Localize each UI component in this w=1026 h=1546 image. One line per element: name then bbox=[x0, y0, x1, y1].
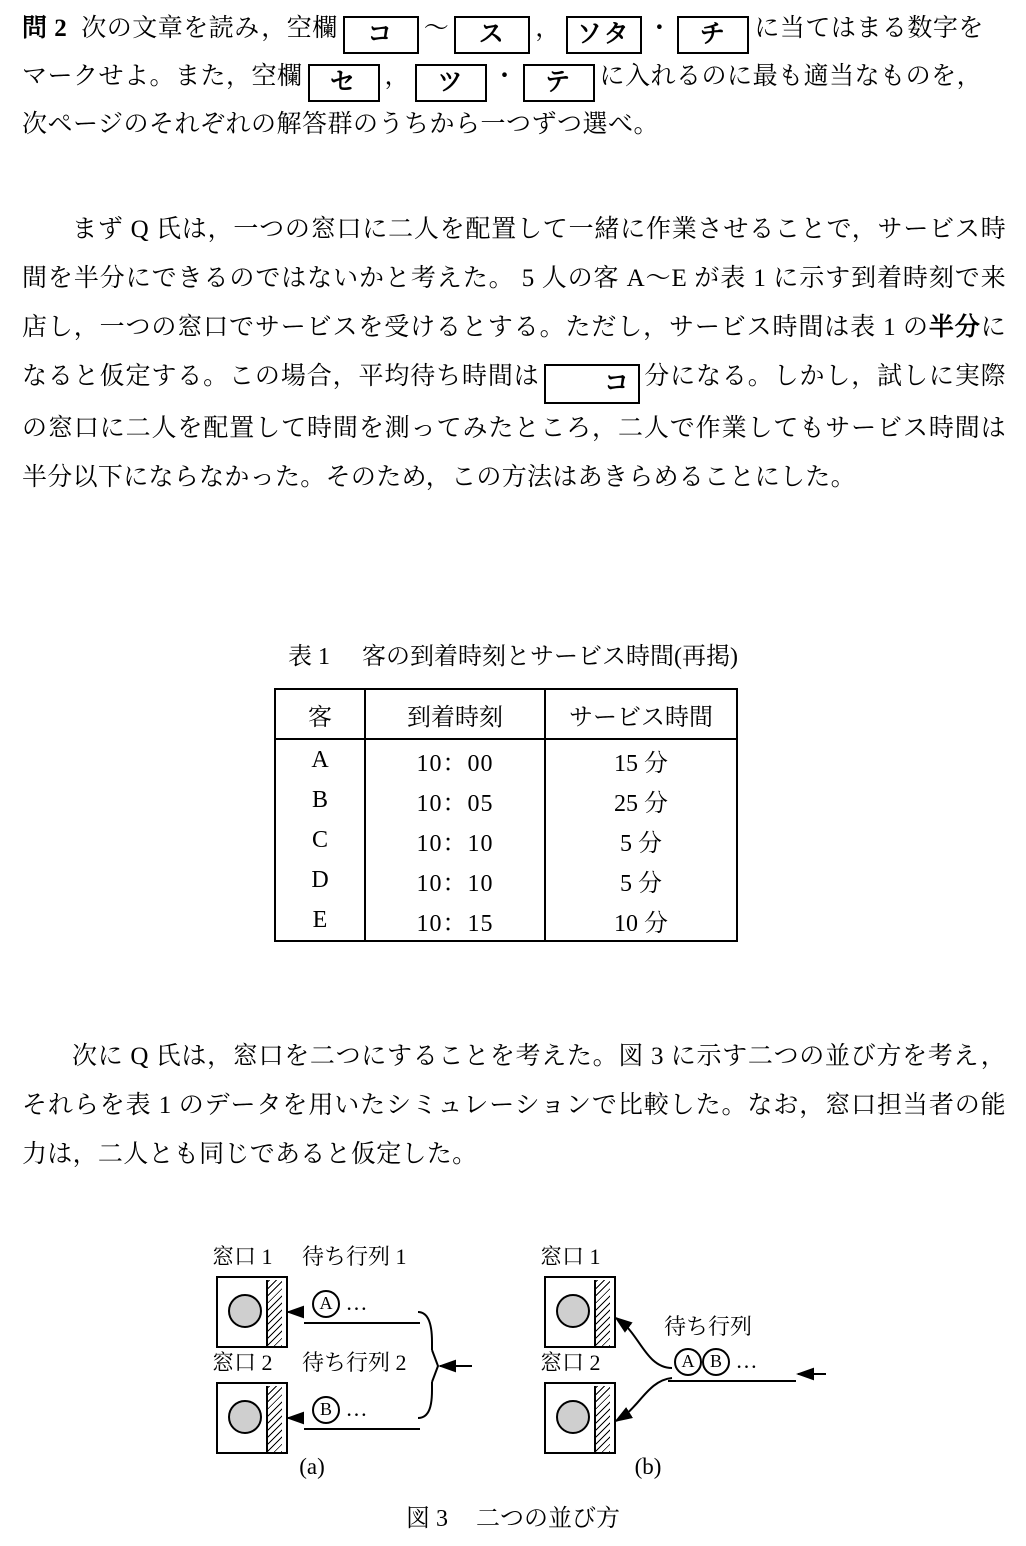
problem-line3: 最も適当なものを，次ページのそれぞれの解答群のうちから一つずつ選べ。 bbox=[22, 63, 983, 138]
table-row bbox=[275, 739, 737, 780]
table-caption bbox=[0, 636, 1026, 671]
table-header-customer: 客 bbox=[275, 689, 365, 739]
problem-line1-a: 次の文章を読み，空欄 bbox=[81, 15, 338, 42]
counter-desk-icon bbox=[266, 1280, 282, 1346]
figure-caption-label: 図 3 bbox=[406, 1506, 448, 1532]
figure-3 bbox=[0, 1218, 1026, 1518]
dot-separator-1: ・ bbox=[646, 15, 673, 42]
paragraph-2: 次に Q 氏は，窓口を二つにすることを考えた。図 3 に示す二つの並び方を考え，それらを表 1 のデータを用いたシミュレーションで比較した。なお，窓口担当者の能力は，二人とも同じであると仮定した。 bbox=[22, 1043, 1006, 1168]
cell-service: 5 分 bbox=[620, 870, 662, 897]
queue-customer-a: A bbox=[674, 1348, 702, 1376]
cell-arrival: 10：00 bbox=[365, 739, 545, 780]
table-header-row bbox=[275, 689, 737, 739]
paragraph-1-bold-word: 半分 bbox=[928, 314, 981, 341]
cell-service: 10 分 bbox=[614, 910, 668, 937]
counter-desk-icon bbox=[594, 1386, 610, 1452]
counter-2-icon-b bbox=[544, 1382, 616, 1454]
queue-2-items-a bbox=[312, 1396, 368, 1424]
problem-statement bbox=[22, 6, 1006, 148]
table-row bbox=[275, 780, 737, 820]
cell-customer: A bbox=[311, 746, 329, 773]
blank-box-te: テ bbox=[523, 64, 595, 102]
clerk-circle-icon bbox=[556, 1400, 590, 1434]
cell-arrival: 10：05 bbox=[365, 780, 545, 820]
figure-arrows bbox=[0, 1218, 1026, 1518]
cell-customer: E bbox=[312, 906, 328, 933]
table-header-service: サービス時間 bbox=[545, 689, 737, 739]
paragraph-1-text-b: になると仮定する。この場合，平均待ち時間は bbox=[22, 314, 1006, 390]
queue-customer-a: A bbox=[312, 1290, 340, 1318]
figure-sublabel-b: (b) bbox=[634, 1454, 662, 1479]
counter-2-label-b: 窓口 2 bbox=[540, 1350, 601, 1375]
counter-2-icon-a bbox=[216, 1382, 288, 1454]
table-row bbox=[275, 900, 737, 941]
figure-caption-title: 二つの並び方 bbox=[476, 1506, 620, 1532]
cell-customer: C bbox=[311, 826, 328, 853]
queue-2-line-a bbox=[304, 1428, 420, 1430]
problem-line1-b: に当てはま bbox=[754, 15, 882, 42]
queue-customer-b: B bbox=[702, 1348, 730, 1376]
figure-caption bbox=[0, 1498, 1026, 1533]
cell-service: 25 分 bbox=[614, 790, 668, 817]
blank-box-chi: チ bbox=[677, 16, 749, 54]
answer-blank-ko: コ bbox=[544, 364, 640, 404]
cell-customer: D bbox=[311, 866, 329, 893]
figure-sublabel-a: (a) bbox=[299, 1454, 325, 1479]
problem-number: 問 2 bbox=[22, 15, 68, 42]
blank-box-se: セ bbox=[308, 64, 380, 102]
queue-1-items-a bbox=[312, 1290, 368, 1318]
clerk-circle-icon bbox=[556, 1294, 590, 1328]
problem-line2-a: る数字をマークせよ。また，空欄 bbox=[22, 15, 984, 90]
queue-items-b bbox=[674, 1348, 758, 1376]
paragraph-1-text-a: まず Q 氏は，一つの窓口に二人を配置して一緒に作業させることで，サービス時間を半分にできるのではないかと考えた。 5 人の客 A〜E が表 1 に示す到着時刻で来店し，一つの窓口でサービスを受けるとする。ただし，サービス時間は表 1 の bbox=[22, 216, 1006, 341]
problem-line2-b: に入れるのに bbox=[599, 63, 753, 90]
queue-2-label-a: 待ち行列 2 bbox=[302, 1350, 407, 1375]
dot-separator-2: ・ bbox=[492, 63, 518, 90]
table-row bbox=[275, 860, 737, 900]
queue-label-b: 待ち行列 bbox=[664, 1314, 753, 1339]
paragraph-1 bbox=[22, 205, 1006, 502]
queue-1-dots-a: … bbox=[345, 1290, 368, 1315]
queue-customer-b: B bbox=[312, 1396, 340, 1424]
table-caption-title: 客の到着時刻とサービス時間(再掲) bbox=[362, 644, 738, 670]
counter-2-label-a: 窓口 2 bbox=[212, 1350, 273, 1375]
cell-customer: B bbox=[311, 786, 328, 813]
paragraph-1-text-c: 分になる。しかし，試しに実際の窓口に二人を配置して時間を測ってみたところ，二人で作業してもサービス時間は半分以下にならなかった。そのため，この方法はあきらめることにした。 bbox=[22, 363, 1006, 491]
counter-1-label-b: 窓口 1 bbox=[540, 1244, 601, 1269]
table-row bbox=[275, 820, 737, 860]
cell-arrival: 10：10 bbox=[365, 860, 545, 900]
queue-line-b bbox=[668, 1380, 796, 1382]
table-caption-label: 表 1 bbox=[288, 644, 330, 670]
counter-1-icon-b bbox=[544, 1276, 616, 1348]
counter-desk-icon bbox=[266, 1386, 282, 1452]
blank-box-su: ス bbox=[454, 16, 530, 54]
blank-box-ko: コ bbox=[343, 16, 419, 54]
table-header-arrival: 到着時刻 bbox=[365, 689, 545, 739]
clerk-circle-icon bbox=[228, 1294, 262, 1328]
cell-service: 5 分 bbox=[620, 830, 662, 857]
cell-arrival: 10：15 bbox=[365, 900, 545, 941]
queue-2-dots-a: … bbox=[345, 1396, 368, 1421]
arrival-service-table bbox=[274, 688, 738, 942]
counter-desk-icon bbox=[594, 1280, 610, 1346]
comma-2: ， bbox=[384, 63, 411, 90]
cell-arrival: 10：10 bbox=[365, 820, 545, 860]
blank-box-sota: ソタ bbox=[566, 16, 642, 54]
counter-1-label-a: 窓口 1 bbox=[212, 1244, 273, 1269]
cell-service: 15 分 bbox=[614, 750, 668, 777]
tilde-separator: 〜 bbox=[423, 15, 450, 42]
queue-1-line-a bbox=[304, 1322, 420, 1324]
counter-1-icon-a bbox=[216, 1276, 288, 1348]
comma-1: ， bbox=[535, 15, 561, 42]
queue-1-label-a: 待ち行列 1 bbox=[302, 1244, 407, 1269]
clerk-circle-icon bbox=[228, 1400, 262, 1434]
blank-box-tsu: ツ bbox=[415, 64, 487, 102]
queue-dots-b: … bbox=[735, 1348, 758, 1373]
